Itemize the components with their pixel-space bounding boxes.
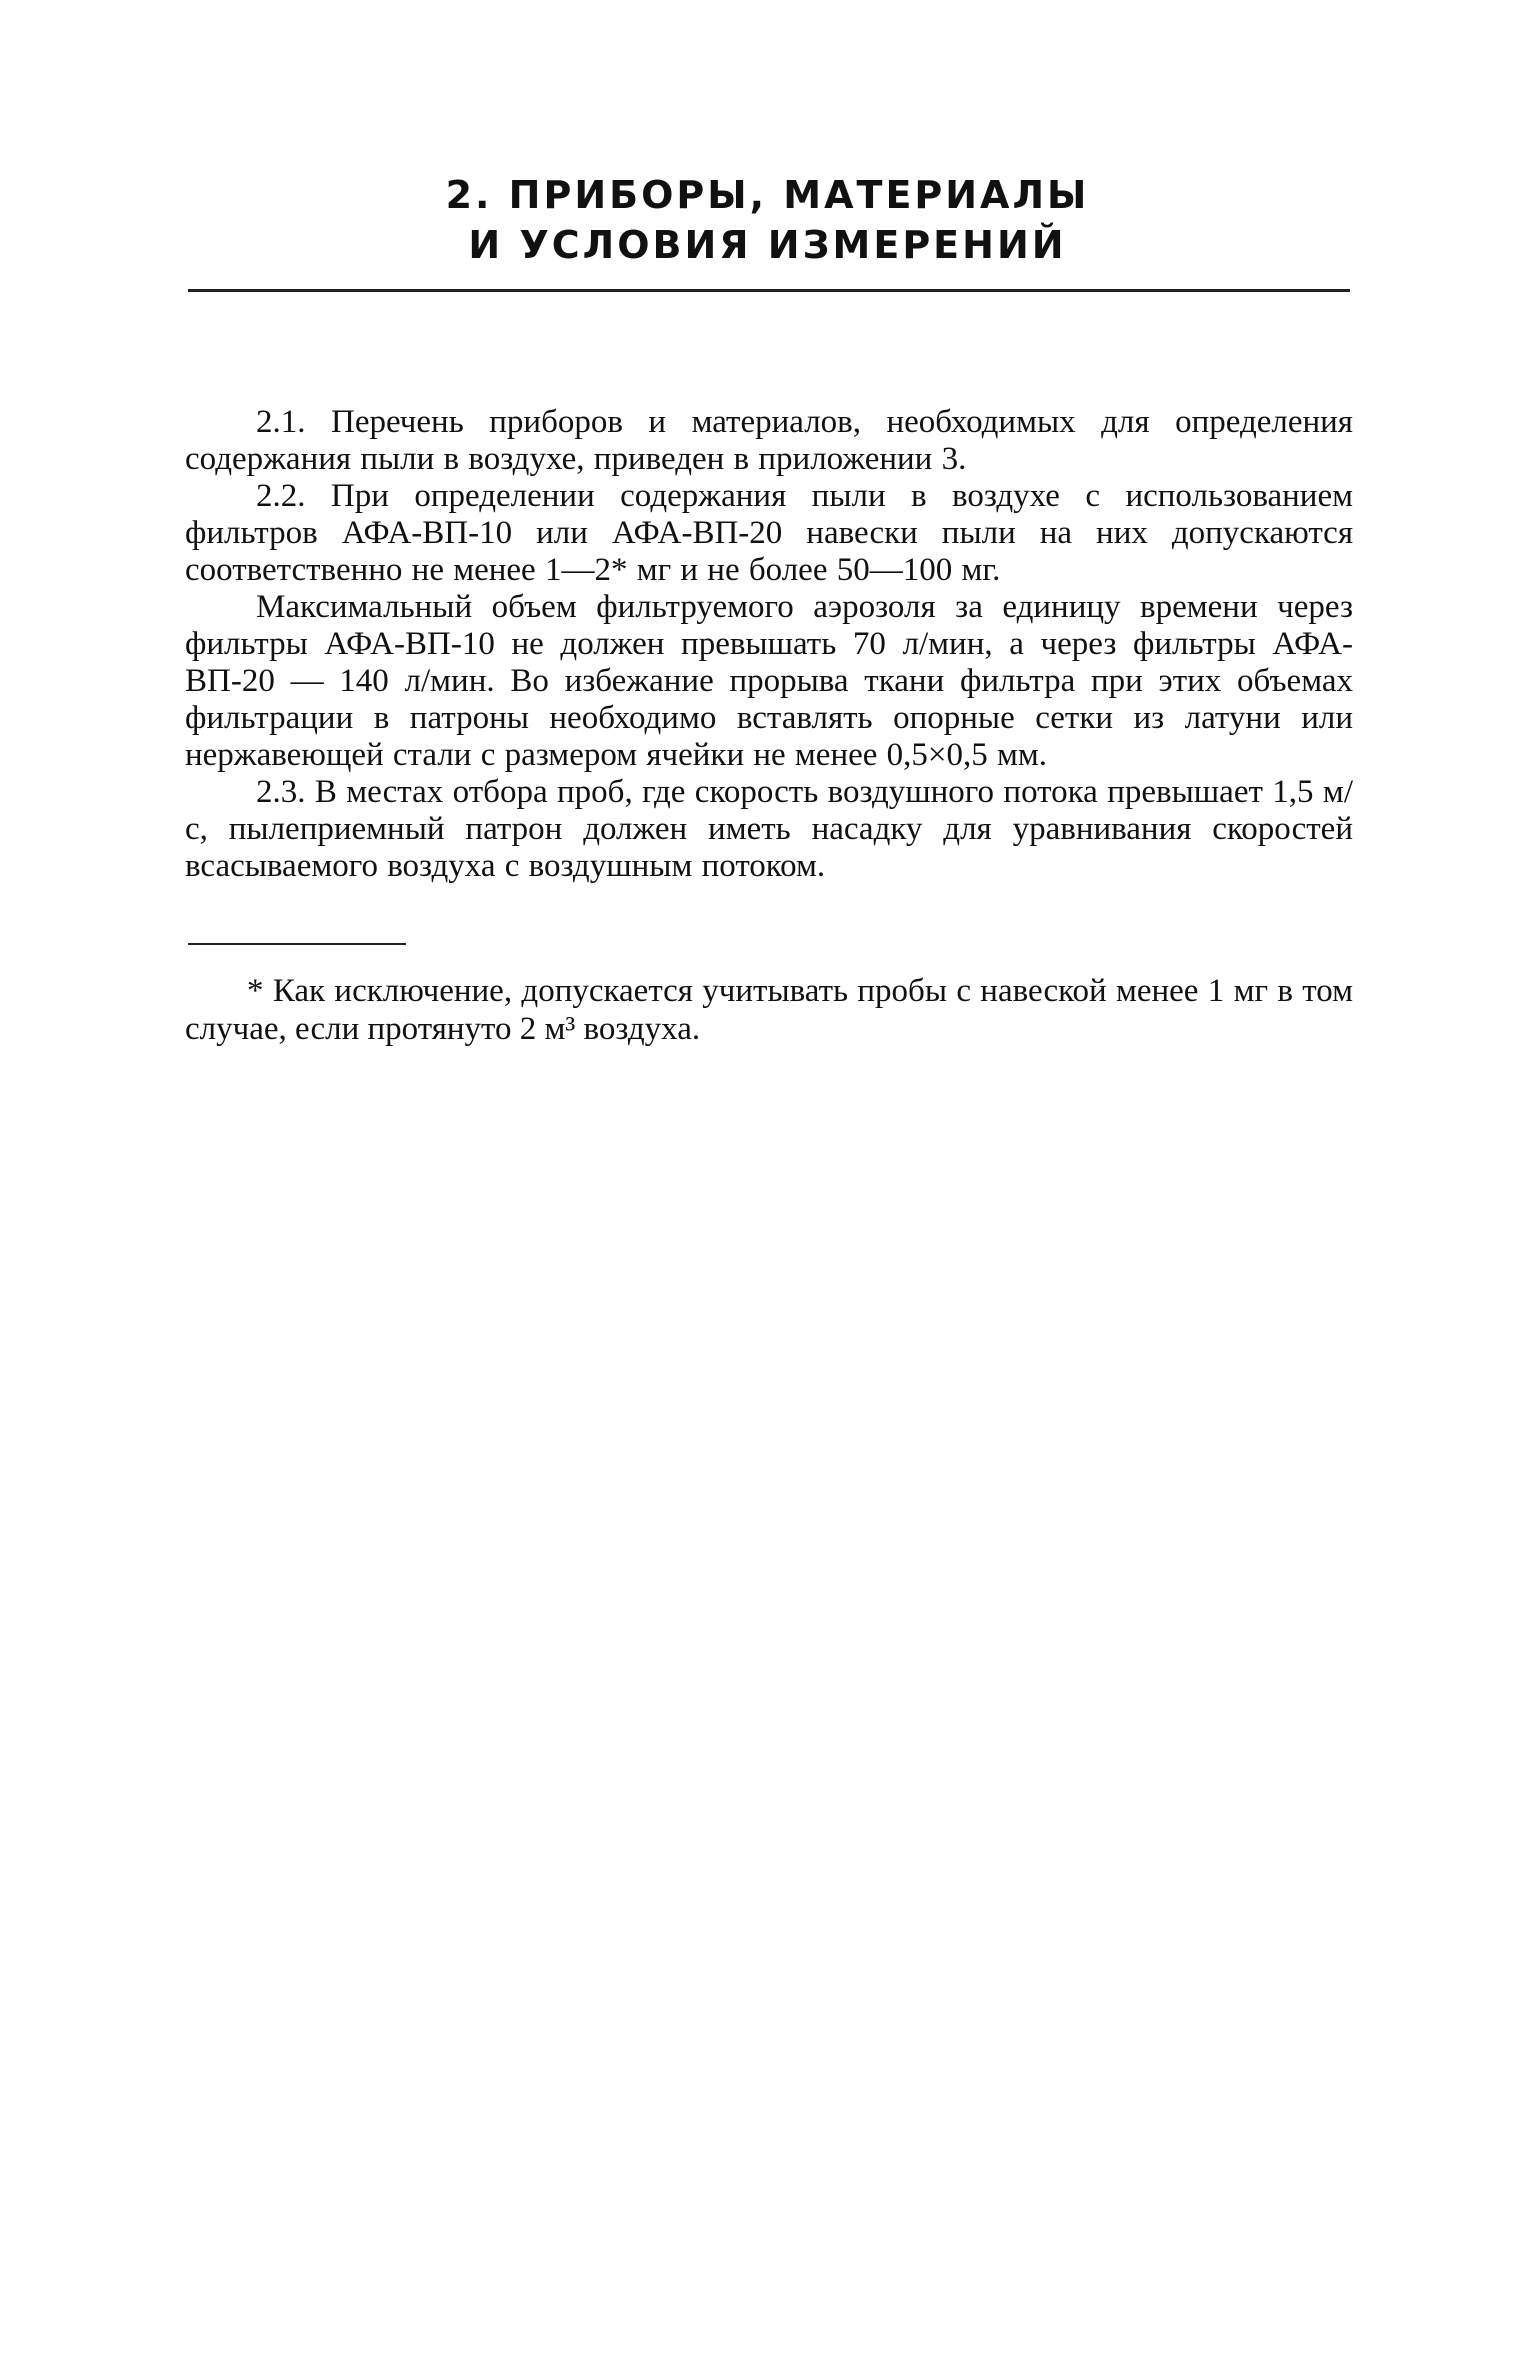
footnote-text: * Как исключение, допускается учитывать пробы с навеской менее 1 мг в том случае, если протянуто 2 м³ воздуха. [185, 973, 1353, 1047]
heading-divider [188, 289, 1350, 292]
paragraph-2-1: 2.1. Перечень приборов и материалов, необходимых для определения содержания пыли в воздухе, приведен в приложении 3. [185, 404, 1353, 477]
footnote [185, 972, 1353, 1048]
paragraph-2-2: 2.2. При определении содержания пыли в воздухе с использованием фильтров АФА-ВП-10 или АФА-ВП-20 навески пыли на них допускаются соответственно не менее 1—2* мг и не более 50—100 мг. [185, 478, 1353, 588]
section-heading-line-2: И УСЛОВИЯ ИЗМЕРЕНИЙ [468, 223, 1067, 267]
footnote-divider [188, 943, 406, 945]
section-heading [180, 170, 1355, 270]
paragraph-2-2-continued: Максимальный объем фильтруемого аэрозоля за единицу времени через фильтры АФА-ВП-10 не должен превышать 70 л/мин, а через фильтры АФА-ВП-20 — 140 л/мин. Во избежание прорыва ткани фильтра при этих объемах фильтрации в патроны необходимо вставлять опорные сетки из латуни или нержавеющей стали с размером ячейки не менее 0,5×0,5 мм. [185, 589, 1353, 773]
paragraph-2-3: 2.3. В местах отбора проб, где скорость воздушного потока превышает 1,5 м/с, пылеприемный патрон должен иметь насадку для уравнивания скоростей всасываемого воздуха с воздушным потоком. [185, 774, 1353, 884]
section-heading-line-1: 2. ПРИБОРЫ, МАТЕРИАЛЫ [445, 173, 1090, 217]
section-body [185, 404, 1353, 885]
